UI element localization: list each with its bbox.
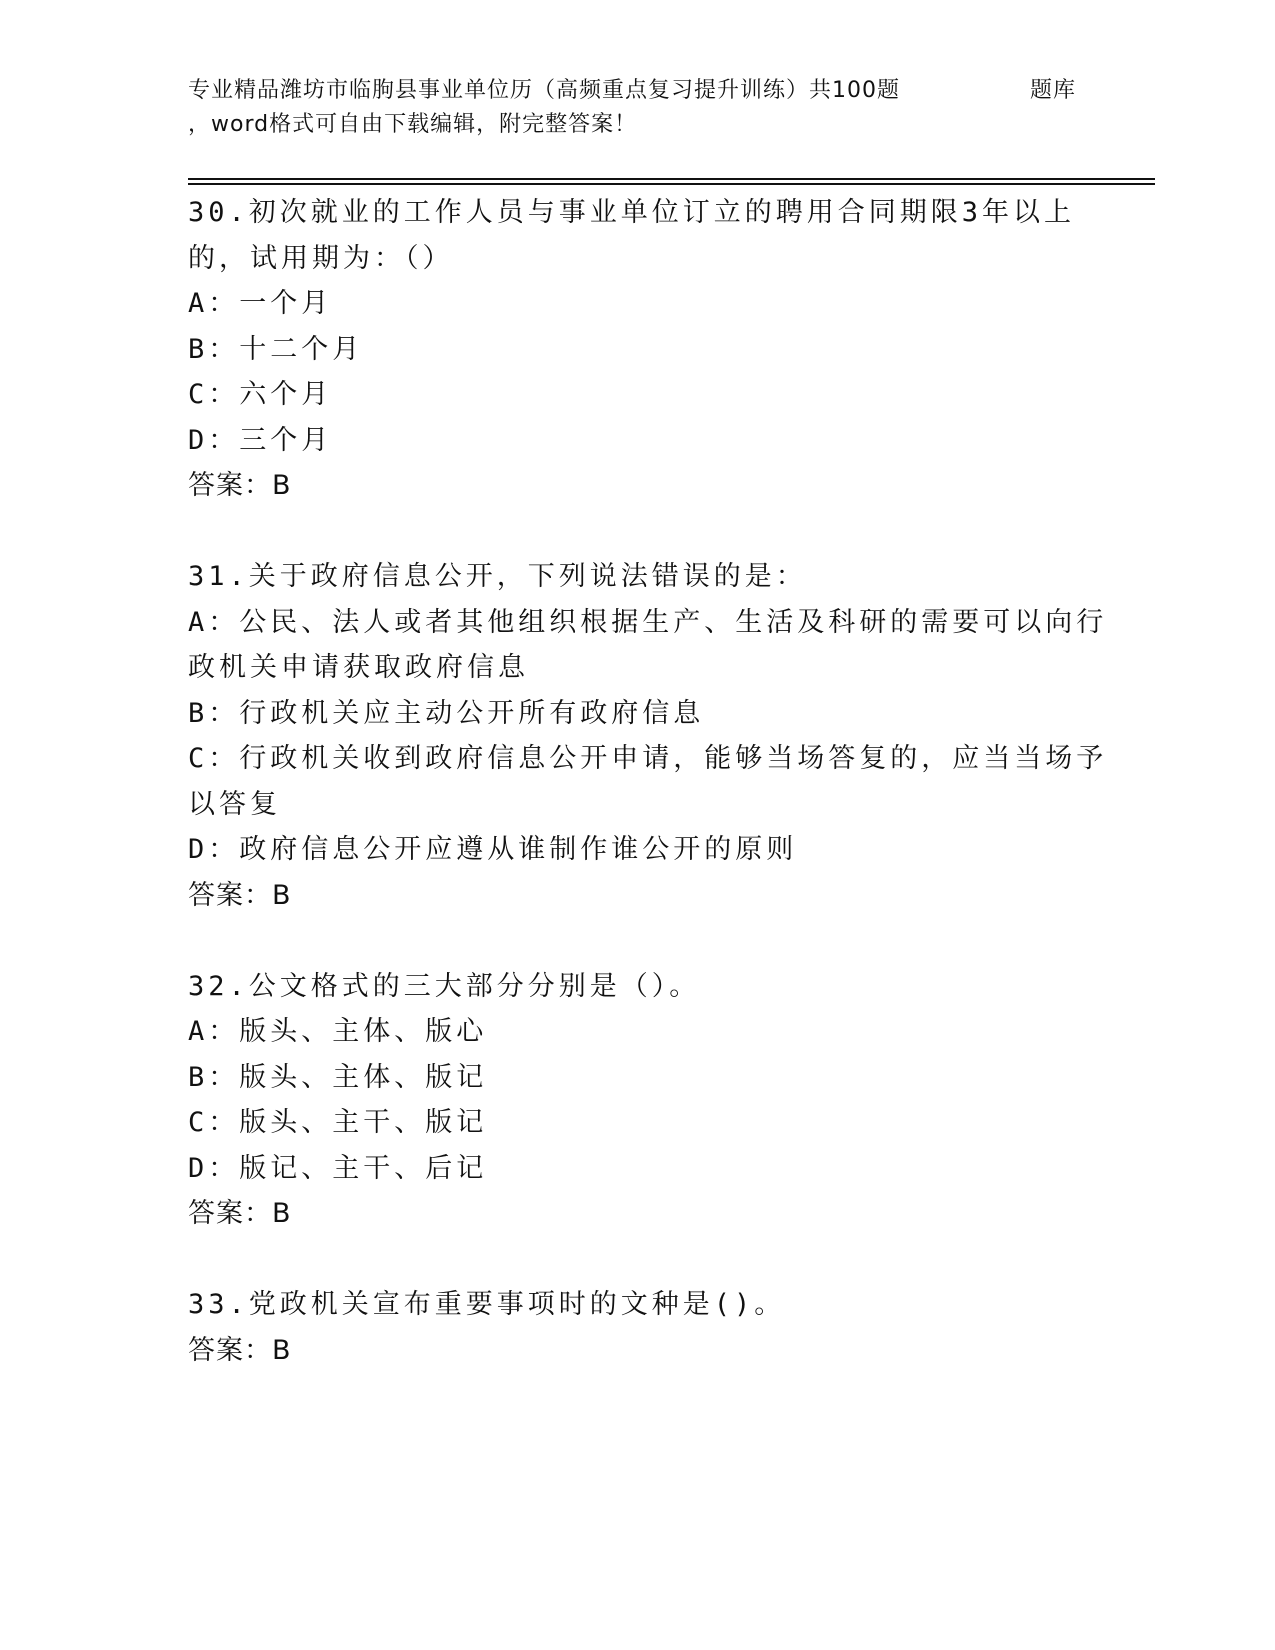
option-c: C：六个月 xyxy=(188,379,333,410)
question-text: 30.初次就业的工作人员与事业单位订立的聘用合同期限3年以上的，试用期为：（） xyxy=(188,197,1076,274)
option-b: B：行政机关应主动公开所有政府信息 xyxy=(188,697,705,729)
spacer xyxy=(188,1237,1108,1283)
spacer xyxy=(188,509,1108,555)
spacer xyxy=(188,918,1108,964)
question-text: 32.公文格式的三大部分分别是（）。 xyxy=(188,970,701,1002)
page-header xyxy=(188,74,1088,142)
header-tag: 题库 xyxy=(1030,78,1077,103)
option-c: C：版头、主干、版记 xyxy=(188,1107,488,1138)
option-a: A：版头、主体、版心 xyxy=(188,1016,488,1047)
header-divider-bottom xyxy=(188,183,1155,185)
answer: 答案：B xyxy=(188,1198,292,1229)
answer: 答案：B xyxy=(188,470,292,501)
answer: 答案：B xyxy=(188,879,292,911)
question-text: 33.党政机关宣布重要事项时的文种是()。 xyxy=(188,1289,786,1320)
question-32 xyxy=(188,964,1108,1237)
option-d: D：版记、主干、后记 xyxy=(188,1152,488,1184)
answer: 答案：B xyxy=(188,1334,292,1366)
question-30 xyxy=(188,190,1108,509)
option-a: A：公民、法人或者其他组织根据生产、生活及科研的需要可以向行政机关申请获取政府信息 xyxy=(188,606,1108,683)
option-b: B：十二个月 xyxy=(188,333,364,365)
document-subtitle: ，word格式可自由下载编辑，附完整答案！ xyxy=(188,112,638,137)
question-text: 31.关于政府信息公开，下列说法错误的是： xyxy=(188,561,807,592)
document-title: 专业精品潍坊市临朐县事业单位历（高频重点复习提升训练）共100题 xyxy=(188,78,900,103)
option-a: A：一个月 xyxy=(188,288,333,319)
option-c: C：行政机关收到政府信息公开申请，能够当场答复的，应当当场予以答复 xyxy=(188,743,1108,820)
question-31 xyxy=(188,554,1108,918)
option-d: D：三个月 xyxy=(188,424,333,456)
document-body xyxy=(188,190,1108,1373)
question-33 xyxy=(188,1282,1108,1373)
header-divider-top xyxy=(188,178,1155,180)
header-line xyxy=(188,74,1088,108)
option-d: D：政府信息公开应遵从谁制作谁公开的原则 xyxy=(188,834,798,865)
option-b: B：版头、主体、版记 xyxy=(188,1061,488,1093)
